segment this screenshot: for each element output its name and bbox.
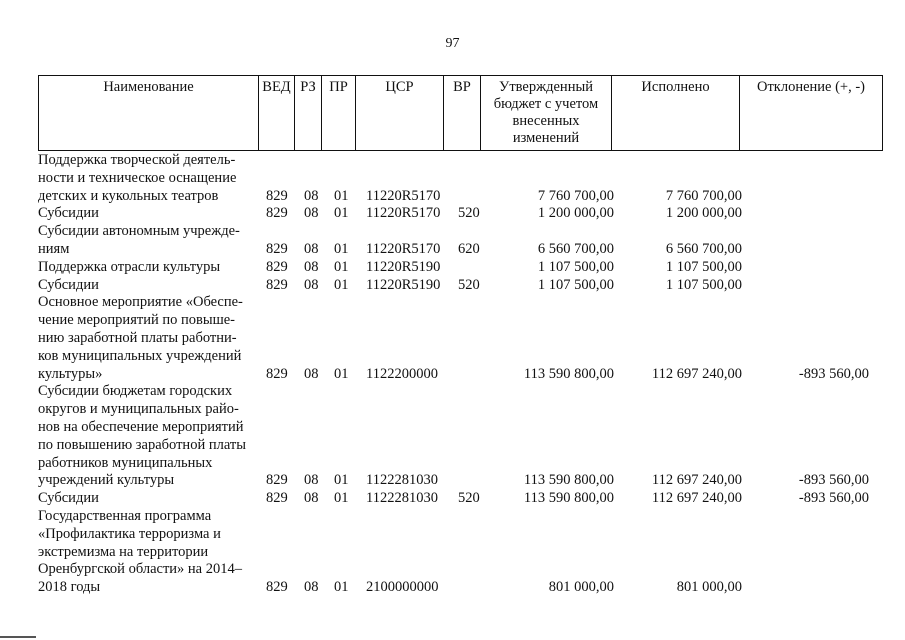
table-row xyxy=(38,223,882,259)
row-ved: 829 xyxy=(266,365,288,382)
row-csr: 11220R5170 xyxy=(366,205,441,222)
row-deviation: -893 560,00 xyxy=(798,472,869,489)
row-pr: 01 xyxy=(334,205,349,222)
row-executed: 801 000,00 xyxy=(676,579,742,596)
row-approved: 6 560 700,00 xyxy=(537,240,614,257)
row-rz: 08 xyxy=(304,240,319,257)
row-rz: 08 xyxy=(304,490,319,507)
row-name: Поддержка творческой деятель- ности и техническое оснащение детских и кукольных театров xyxy=(38,152,237,204)
row-approved: 113 590 800,00 xyxy=(523,365,614,382)
column-header-deviation: Отклонение (+, -) xyxy=(740,76,883,151)
table-row xyxy=(38,508,882,597)
row-ved: 829 xyxy=(266,276,288,293)
row-ved: 829 xyxy=(266,187,288,204)
row-deviation: -893 560,00 xyxy=(798,365,869,382)
row-name: Субсидии xyxy=(38,205,99,222)
row-csr: 1122200000 xyxy=(366,365,438,382)
row-deviation: -893 560,00 xyxy=(798,490,869,507)
row-approved: 7 760 700,00 xyxy=(537,187,614,204)
table-row xyxy=(38,259,882,277)
table-row xyxy=(38,152,882,205)
table-row xyxy=(38,277,882,295)
row-rz: 08 xyxy=(304,187,319,204)
row-csr: 11220R5170 xyxy=(366,187,441,204)
row-ved: 829 xyxy=(266,490,288,507)
row-approved: 1 200 000,00 xyxy=(537,205,614,222)
table-row xyxy=(38,205,882,223)
row-csr: 11220R5190 xyxy=(366,258,441,275)
table-row xyxy=(38,490,882,508)
column-header-pr: ПР xyxy=(322,76,356,151)
row-executed: 1 107 500,00 xyxy=(665,258,742,275)
row-rz: 08 xyxy=(304,205,319,222)
row-rz: 08 xyxy=(304,258,319,275)
row-approved: 1 107 500,00 xyxy=(537,258,614,275)
column-header-ved: ВЕД xyxy=(259,76,295,151)
column-header-approved: Утвержденный бюджет с учетом внесенных изменений xyxy=(481,76,612,151)
row-pr: 01 xyxy=(334,187,349,204)
table-row xyxy=(38,294,882,383)
row-approved: 113 590 800,00 xyxy=(523,490,614,507)
page-edge-mark xyxy=(0,636,36,638)
row-approved: 1 107 500,00 xyxy=(537,276,614,293)
row-pr: 01 xyxy=(334,490,349,507)
column-header-csr: ЦСР xyxy=(356,76,444,151)
row-rz: 08 xyxy=(304,472,319,489)
row-csr: 1122281030 xyxy=(366,472,438,489)
row-csr: 1122281030 xyxy=(366,490,438,507)
row-approved: 801 000,00 xyxy=(548,579,614,596)
row-ved: 829 xyxy=(266,472,288,489)
row-pr: 01 xyxy=(334,240,349,257)
row-executed: 112 697 240,00 xyxy=(651,365,742,382)
row-ved: 829 xyxy=(266,258,288,275)
table-row xyxy=(38,383,882,490)
row-executed: 1 200 000,00 xyxy=(665,205,742,222)
column-header-name: Наименование xyxy=(39,76,259,151)
row-name: Субсидии автономным учрежде- ниям xyxy=(38,223,240,257)
table-body xyxy=(38,152,882,597)
row-pr: 01 xyxy=(334,472,349,489)
row-name: Основное мероприятие «Обеспе- чение мероприятий по повыше- нию заработной платы работни- ков муниципальных учреждений культуры» xyxy=(38,294,243,382)
row-rz: 08 xyxy=(304,276,319,293)
row-csr: 11220R5170 xyxy=(366,240,441,257)
row-executed: 1 107 500,00 xyxy=(665,276,742,293)
row-executed: 112 697 240,00 xyxy=(651,472,742,489)
row-ved: 829 xyxy=(266,579,288,596)
row-executed: 112 697 240,00 xyxy=(651,490,742,507)
row-executed: 7 760 700,00 xyxy=(665,187,742,204)
row-ved: 829 xyxy=(266,240,288,257)
row-name: Поддержка отрасли культуры xyxy=(38,258,221,275)
row-name: Субсидии xyxy=(38,490,99,507)
row-pr: 01 xyxy=(334,276,349,293)
row-name: Субсидии xyxy=(38,276,99,293)
row-pr: 01 xyxy=(334,365,349,382)
column-header-executed: Исполнено xyxy=(612,76,740,151)
row-ved: 829 xyxy=(266,205,288,222)
row-name: Субсидии бюджетам городских округов и муниципальных райо- нов на обеспечение мероприятий по повышению заработной платы работников муниципальных учреждений культуры xyxy=(38,383,246,489)
row-name: Государственная программа «Профилактика терроризма и экстремизма на территории Оренбургской области» на 2014– 2018 годы xyxy=(38,507,242,596)
row-approved: 113 590 800,00 xyxy=(523,472,614,489)
row-vr: 620 xyxy=(458,240,480,257)
row-csr: 11220R5190 xyxy=(366,276,441,293)
row-rz: 08 xyxy=(304,579,319,596)
row-rz: 08 xyxy=(304,365,319,382)
row-executed: 6 560 700,00 xyxy=(665,240,742,257)
row-vr: 520 xyxy=(458,490,480,507)
row-pr: 01 xyxy=(334,258,349,275)
column-header-vr: ВР xyxy=(444,76,481,151)
column-header-rz: РЗ xyxy=(295,76,322,151)
row-vr: 520 xyxy=(458,205,480,222)
row-csr: 2100000000 xyxy=(366,579,439,596)
row-pr: 01 xyxy=(334,579,349,596)
row-vr: 520 xyxy=(458,276,480,293)
page-number: 97 xyxy=(445,36,460,51)
table-header xyxy=(38,75,883,151)
